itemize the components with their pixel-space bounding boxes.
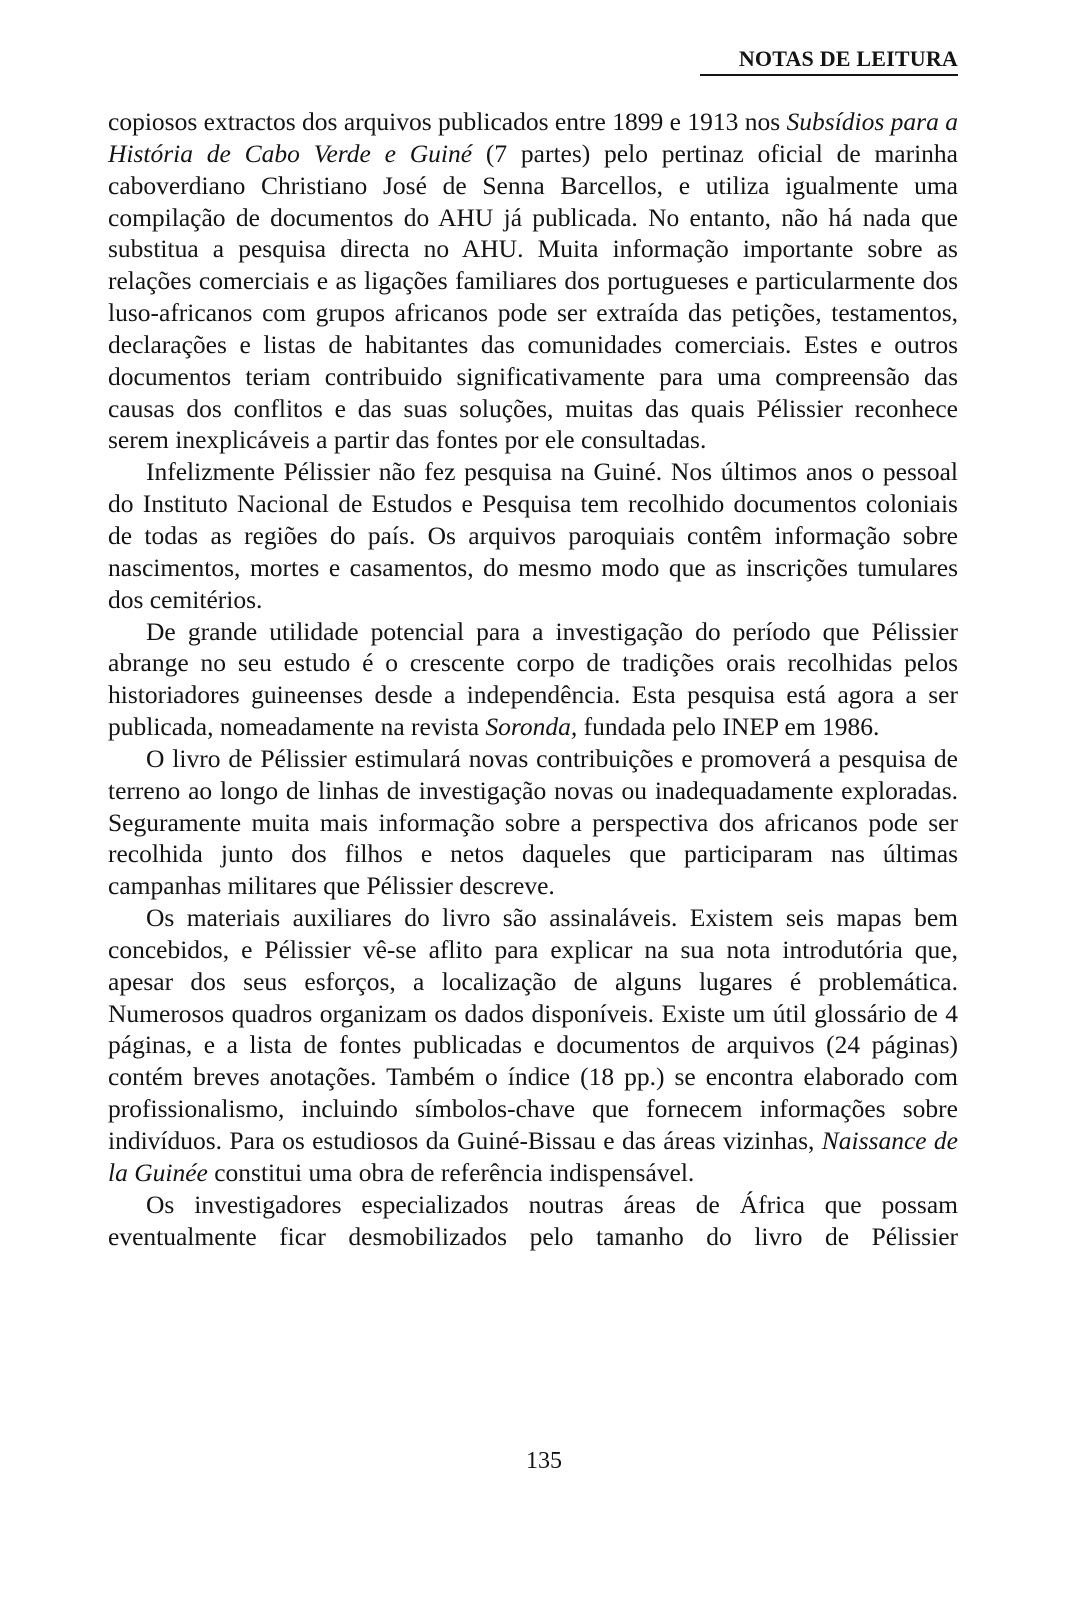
paragraph-3-text-a: De grande utilidade potencial para a investigação do período que Pélissier abrange no seu estudo é o crescente corpo de tradições orais recolhidas pelos historiadores guineenses desde a independência. Esta pesquisa está agora a ser publicada, nomeadamente na revista xyxy=(108,616,958,742)
paragraph-5 xyxy=(108,902,958,1189)
paragraph-3 xyxy=(108,616,958,743)
book-title-subsidios: Subsídios para a História de Cabo Verde e Guiné xyxy=(108,107,958,168)
paragraph-1 xyxy=(108,106,958,456)
paragraph-1-text-b: (7 partes) pelo pertinaz oficial de marinha caboverdiano Christiano José de Senna Barcellos, e utiliza igualmente uma compilação de documentos do AHU já publicada. No entanto, não há nada que substitua a pesquisa directa no AHU. Muita informação importante sobre as relações comerciais e as ligações familiares dos portugueses e particularmente dos luso-africanos com grupos africanos pode ser extraída das petições, testamentos, declarações e listas de habitantes das comunidades comerciais. Estes e outros documentos teriam contribuido significativamente para uma compreensão das causas dos conflitos e das suas soluções, muitas das quais Pélissier reconhece serem inexplicáveis a partir das fontes por ele consultadas. xyxy=(108,138,958,455)
running-head: NOTAS DE LEITURA xyxy=(700,46,958,76)
book-title-naissance: Naissance de la Guinée xyxy=(108,1126,958,1187)
paragraph-6: Os investigadores especializados noutras áreas de África que possam eventualmente ficar desmobilizados pelo tamanho do livro de Pélissier xyxy=(108,1189,958,1251)
paragraph-2: Infelizmente Pélissier não fez pesquisa na Guiné. Nos últimos anos o pessoal do Instituto Nacional de Estudos e Pesquisa tem recolhido documentos coloniais de todas as regiões do país. Os arquivos paroquiais contêm informação sobre nascimentos, mortes e casamentos, do mesmo modo que as inscrições tumulares dos cemitérios. xyxy=(108,457,958,614)
paragraph-3-text-b: fundada pelo INEP em 1986. xyxy=(577,712,880,742)
body-text xyxy=(108,106,958,1252)
paragraph-4: O livro de Pélissier estimulará novas contribuições e promoverá a pesquisa de terreno ao longo de linhas de investigação novas ou inadequadamente exploradas. Seguramente muita mais informação sobre a perspectiva dos africanos pode ser recolhida junto dos filhos e netos daqueles que participaram nas últimas campanhas militares que Pélissier descreve. xyxy=(108,743,958,901)
page-number: 135 xyxy=(526,1448,562,1474)
paragraph-5-text-a: Os materiais auxiliares do livro são assinaláveis. Existem seis mapas bem concebidos, e Pélissier vê-se aflito para explicar na sua nota introdutória que, apesar dos seus esforços, a localização de alguns lugares é problemática. Numerosos quadros organizam os dados disponíveis. Existe um útil glossário de 4 páginas, e a lista de fontes publicadas e documentos de arquivos (24 páginas) contém breves anotações. Também o índice (18 pp.) se encontra elaborado com profissionalismo, incluindo símbolos-chave que fornecem informações sobre indivíduos. Para os estudiosos da Guiné-Bissau e das áreas vizinhas, xyxy=(108,903,958,1155)
journal-title-soronda: Soronda, xyxy=(485,712,578,742)
paragraph-1-text-a: copiosos extractos dos arquivos publicados entre 1899 e 1913 nos xyxy=(108,107,787,136)
paragraph-5-text-b: constitui uma obra de referência indispensável. xyxy=(207,1157,695,1187)
